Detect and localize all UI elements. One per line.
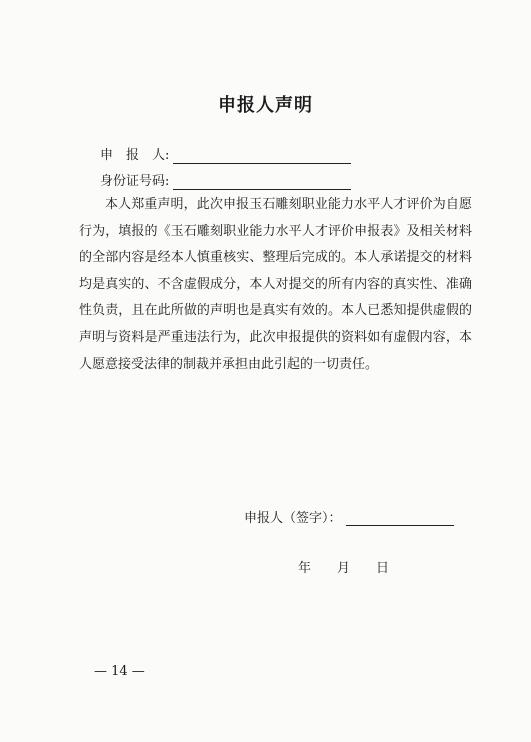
applicant-blank-line[interactable] xyxy=(173,151,351,164)
declaration-body xyxy=(79,192,472,378)
id-number-label: 身份证号码: xyxy=(100,174,170,189)
page-title: 申报人声明 xyxy=(218,95,313,116)
id-number-field xyxy=(100,174,351,190)
date-line: 年 月 日 xyxy=(298,561,390,576)
page-number: — 14 — xyxy=(94,664,145,679)
signature-field xyxy=(244,507,454,526)
signature-blank-line[interactable] xyxy=(346,513,454,526)
signature-label: 申报人（签字）： xyxy=(244,511,342,526)
declaration-paragraph: 本人郑重声明，此次申报玉石雕刻职业能力水平人才评价为自愿行为，填报的《玉石雕刻职业能力水平人才评价申报表》及相关材料的全部内容是经本人慎重核实、整理后完成的。本人承诺提交的材料均是真实的、不含虚假成分，本人对提交的所有内容的真实性、准确性负责，且在此所做的声明也是真实有效的。本人已悉知提供虚假的声明与资料是严重违法行为，此次申报提供的资料如有虚假内容，本人愿意接受法律的制裁并承担由此引起的一切责任。 xyxy=(79,197,472,372)
applicant-label: 申 报 人: xyxy=(100,148,170,163)
id-number-blank-line[interactable] xyxy=(173,177,351,190)
applicant-field xyxy=(100,148,351,164)
